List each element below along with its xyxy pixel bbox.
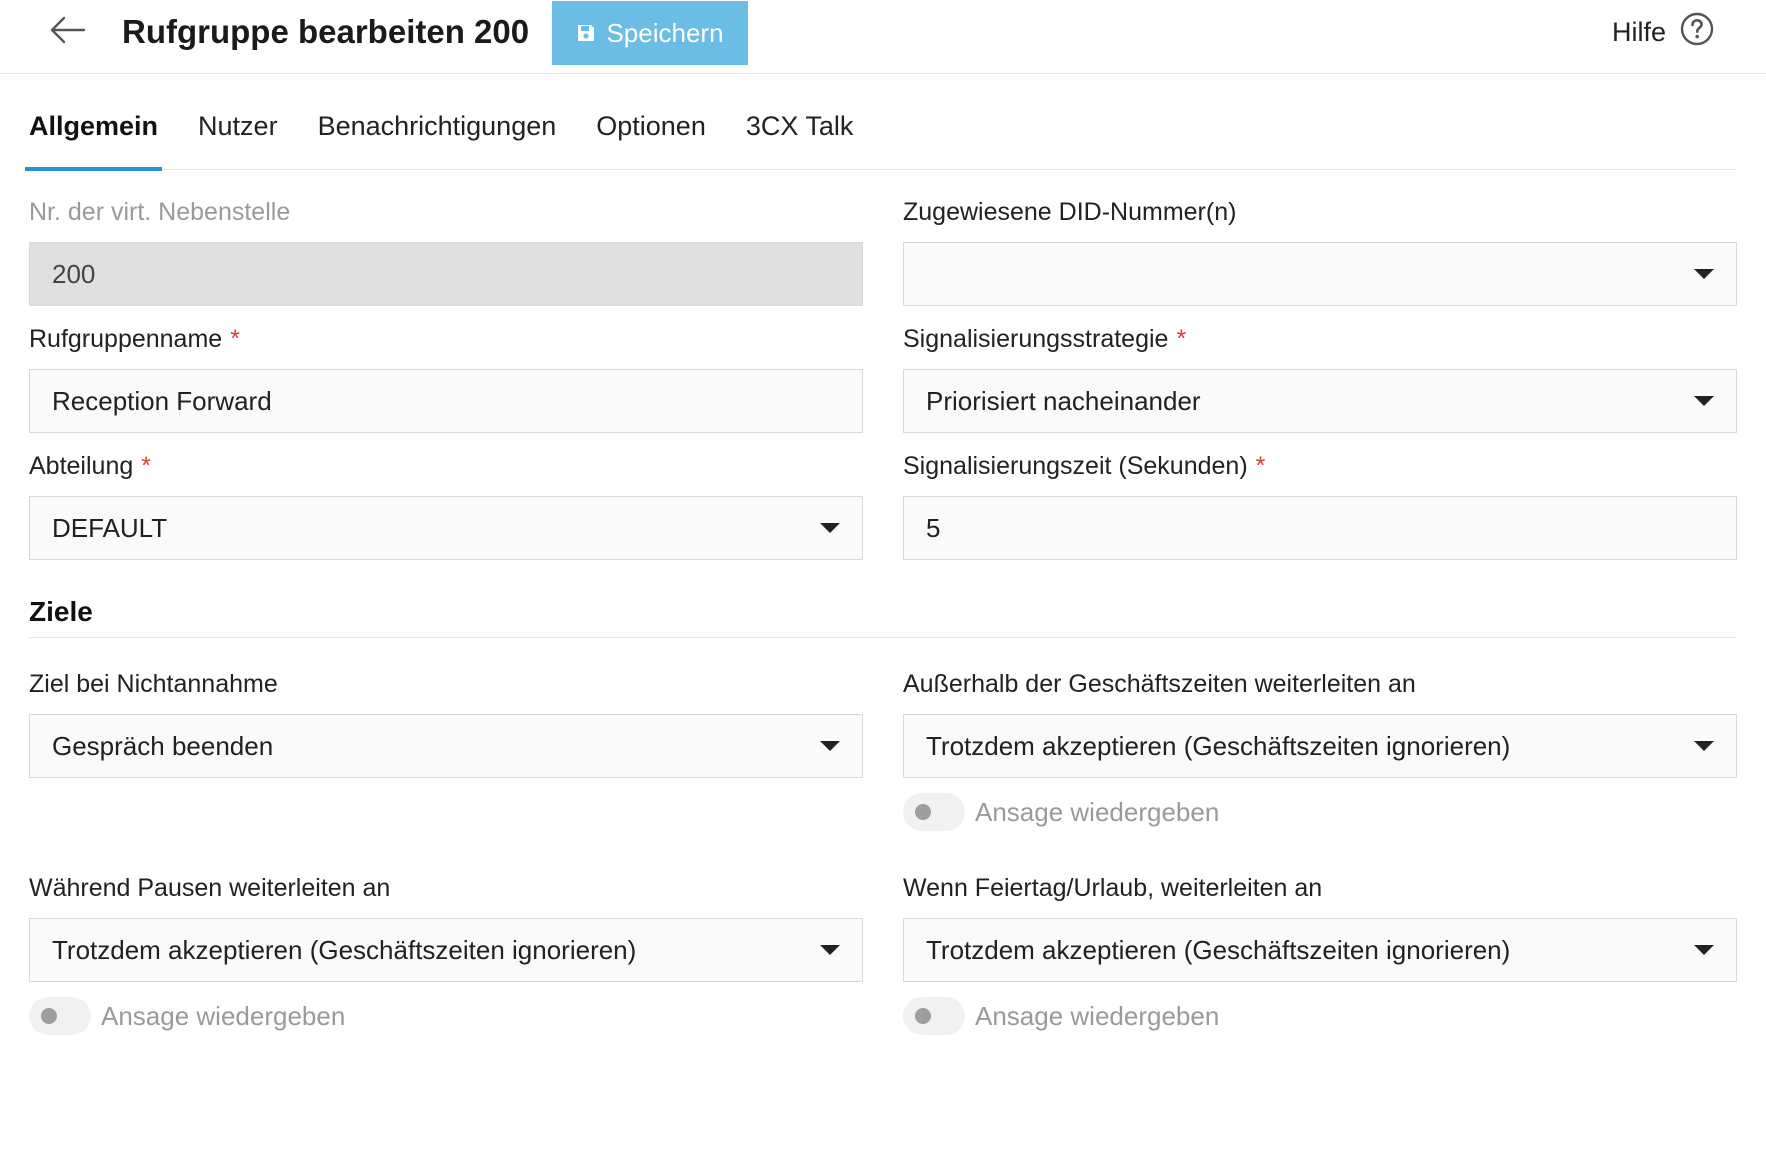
caret-down-icon xyxy=(1694,396,1714,406)
breaks-announcement-row xyxy=(29,996,345,1036)
ring-group-name-input[interactable] xyxy=(29,369,863,433)
toggle-knob xyxy=(41,1008,57,1024)
strategy-label: Signalisierungsstrategie * xyxy=(903,325,1187,353)
caret-down-icon xyxy=(820,741,840,751)
name-field-group xyxy=(29,321,863,433)
holiday-announcement-label: Ansage wiedergeben xyxy=(975,1000,1220,1031)
ring-time-input[interactable] xyxy=(903,496,1737,560)
tab-optionen[interactable]: Optionen xyxy=(596,110,706,141)
holiday-announcement-toggle[interactable] xyxy=(903,997,965,1035)
department-label: Abteilung * xyxy=(29,452,151,480)
did-field-group xyxy=(903,194,1737,306)
department-value: DEFAULT xyxy=(52,512,168,543)
holiday-label: Wenn Feiertag/Urlaub, weiterleiten an xyxy=(903,874,1323,902)
save-button[interactable] xyxy=(552,1,748,65)
extension-input xyxy=(29,242,863,306)
question-circle-icon xyxy=(1680,12,1714,53)
ring-time-value: 5 xyxy=(926,512,941,543)
breaks-announcement-label: Ansage wiedergeben xyxy=(101,1000,346,1031)
page-title: Rufgruppe bearbeiten 200 xyxy=(122,13,530,50)
arrow-left-icon xyxy=(50,16,86,49)
required-marker: * xyxy=(141,452,151,480)
caret-down-icon xyxy=(820,523,840,533)
section-divider xyxy=(29,637,1736,638)
floppy-disk-icon xyxy=(576,23,596,43)
strategy-field-group xyxy=(903,321,1737,433)
help-label: Hilfe xyxy=(1611,16,1666,47)
strategy-select[interactable] xyxy=(903,369,1737,433)
breaks-label: Während Pausen weiterleiten an xyxy=(29,874,391,902)
extension-value: 200 xyxy=(52,258,96,289)
extension-label: Nr. der virt. Nebenstelle xyxy=(29,198,291,226)
caret-down-icon xyxy=(1694,741,1714,751)
breaks-field-group xyxy=(29,870,863,982)
holiday-value: Trotzdem akzeptieren (Geschäftszeiten ignorieren) xyxy=(926,934,1511,965)
save-button-label: Speichern xyxy=(606,17,724,48)
breaks-value: Trotzdem akzeptieren (Geschäftszeiten ignorieren) xyxy=(52,934,637,965)
back-button[interactable] xyxy=(46,14,90,50)
name-label: Rufgruppenname * xyxy=(29,325,240,353)
page-header xyxy=(0,0,1766,74)
no-answer-value: Gespräch beenden xyxy=(52,730,274,761)
toggle-knob xyxy=(915,1008,931,1024)
tab-3cx-talk[interactable]: 3CX Talk xyxy=(745,110,854,141)
ring-time-field-group xyxy=(903,448,1737,560)
out-of-hours-label: Außerhalb der Geschäftszeiten weiterleiten an xyxy=(903,670,1416,698)
out-of-hours-announcement-row xyxy=(903,792,1219,832)
required-marker: * xyxy=(230,325,240,353)
caret-down-icon xyxy=(1694,945,1714,955)
ring-time-label: Signalisierungszeit (Sekunden) * xyxy=(903,452,1266,480)
out-of-hours-select[interactable] xyxy=(903,714,1737,778)
caret-down-icon xyxy=(1694,269,1714,279)
holiday-announcement-row xyxy=(903,996,1219,1036)
extension-field-group xyxy=(29,194,863,306)
no-answer-field-group xyxy=(29,666,863,778)
breaks-announcement-toggle[interactable] xyxy=(29,997,91,1035)
breaks-select[interactable] xyxy=(29,918,863,982)
required-marker: * xyxy=(1176,325,1187,353)
tab-allgemein[interactable]: Allgemein xyxy=(25,96,162,170)
holiday-field-group xyxy=(903,870,1737,982)
out-of-hours-announcement-toggle[interactable] xyxy=(903,793,965,831)
required-marker: * xyxy=(1255,452,1266,480)
destinations-section-title: Ziele xyxy=(29,596,93,627)
holiday-select[interactable] xyxy=(903,918,1737,982)
tab-benachrichtigungen[interactable]: Benachrichtigungen xyxy=(317,110,557,141)
out-of-hours-field-group xyxy=(903,666,1737,778)
ring-group-name-value: Reception Forward xyxy=(52,385,272,416)
no-answer-label: Ziel bei Nichtannahme xyxy=(29,670,278,698)
strategy-value: Priorisiert nacheinander xyxy=(926,385,1201,416)
tab-nutzer[interactable]: Nutzer xyxy=(198,110,278,141)
did-label: Zugewiesene DID-Nummer(n) xyxy=(903,198,1237,226)
department-field-group xyxy=(29,448,863,560)
toggle-knob xyxy=(915,804,931,820)
did-select[interactable] xyxy=(903,242,1737,306)
no-answer-select[interactable] xyxy=(29,714,863,778)
caret-down-icon xyxy=(820,945,840,955)
tab-bar xyxy=(25,96,1736,170)
department-select[interactable] xyxy=(29,496,863,560)
help-link[interactable] xyxy=(1612,12,1714,52)
out-of-hours-announcement-label: Ansage wiedergeben xyxy=(975,796,1220,827)
out-of-hours-value: Trotzdem akzeptieren (Geschäftszeiten ignorieren) xyxy=(926,730,1511,761)
